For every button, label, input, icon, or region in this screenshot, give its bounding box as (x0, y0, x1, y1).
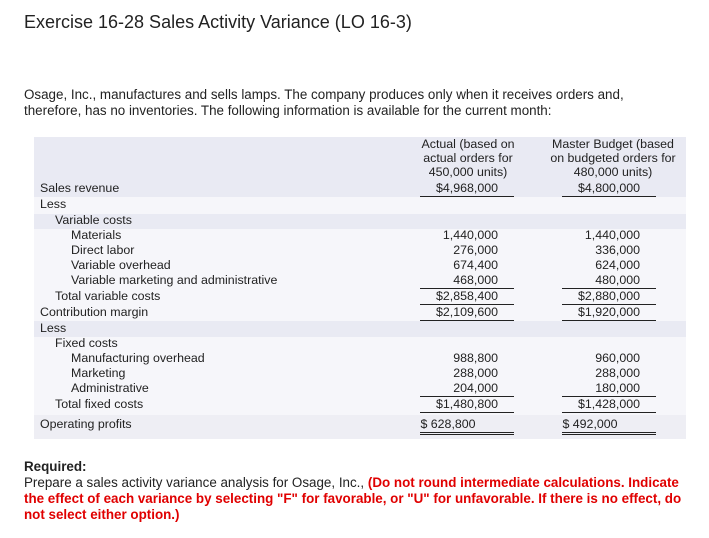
row-label: Operating profits (40, 417, 132, 431)
row-label: Manufacturing overhead (71, 351, 205, 365)
table-row (34, 197, 686, 212)
row-label: Contribution margin (40, 305, 149, 319)
double-underline (562, 434, 656, 435)
actual-header-line: actual orders for (423, 151, 513, 165)
table-row (34, 305, 686, 320)
actual-header-line: Actual (based on (421, 137, 515, 151)
budget-header-line: 480,000 units) (573, 165, 653, 179)
required-instruction: (Do not round intermediate calculations. Indicate the effect of each variance by selecting "F" for favorable, or "U" for unfavorable. If there is no effect, do not select either option.) (24, 475, 682, 522)
required-section (24, 459, 694, 523)
actual-value: $ 628,800 (420, 417, 476, 431)
budget-value: 336,000 (595, 243, 640, 257)
actual-header-line: 450,000 units) (428, 165, 508, 179)
actual-value: 674,400 (453, 258, 498, 272)
table-row (34, 181, 686, 196)
required-prompt: Prepare a sales activity variance analysis for Osage, Inc., (24, 475, 365, 490)
row-label: Total fixed costs (55, 397, 144, 411)
row-label: Variable costs (55, 213, 132, 227)
budget-value: 288,000 (595, 366, 640, 380)
table-row (34, 351, 686, 366)
underline (420, 412, 514, 413)
row-label: Sales revenue (40, 181, 120, 195)
table-row (34, 417, 686, 432)
table-row (34, 258, 686, 273)
budget-value: 480,000 (595, 273, 640, 287)
row-label: Less (40, 197, 67, 211)
table-row (34, 289, 686, 304)
row-label: Less (40, 321, 67, 335)
budget-value: 960,000 (595, 351, 640, 365)
required-heading: Required: (24, 459, 87, 474)
row-label: Marketing (71, 366, 126, 380)
table-row (34, 336, 686, 351)
budget-value: $1,428,000 (577, 397, 640, 411)
table-row (34, 366, 686, 381)
table-row (34, 381, 686, 396)
row-label: Materials (71, 228, 122, 242)
actual-value: $2,109,600 (435, 305, 498, 319)
budget-value: $2,880,000 (577, 289, 640, 303)
actual-value: 468,000 (453, 273, 498, 287)
row-label: Direct labor (71, 243, 135, 257)
budget-header-line: on budgeted orders for (550, 151, 676, 165)
table-row (34, 213, 686, 228)
actual-value: 276,000 (453, 243, 498, 257)
underline (562, 412, 656, 413)
table-row (34, 321, 686, 336)
table-row (34, 397, 686, 412)
double-underline (562, 432, 656, 433)
required-text (24, 475, 694, 523)
budget-value: $4,800,000 (577, 181, 640, 195)
table-row (34, 243, 686, 258)
actual-column-header (412, 137, 524, 179)
budget-table (34, 137, 686, 439)
actual-value: $1,480,800 (435, 397, 498, 411)
actual-value: 1,440,000 (442, 228, 498, 242)
double-underline (420, 434, 514, 435)
budget-header-line: Master Budget (based (552, 137, 674, 151)
table-row (34, 228, 686, 243)
row-label: Variable overhead (71, 258, 171, 272)
row-label: Variable marketing and administrative (71, 273, 278, 287)
actual-value: 288,000 (453, 366, 498, 380)
actual-value: $2,858,400 (435, 289, 498, 303)
row-label: Administrative (71, 381, 149, 395)
actual-value: $4,968,000 (435, 181, 498, 195)
intro-paragraph: Osage, Inc., manufactures and sells lamps. The company produces only when it receives orders and, therefore, has no inventories. The following information is available for the current month: (24, 87, 624, 118)
exercise-title: Exercise 16-28 Sales Activity Variance (LO 16-3) (24, 12, 412, 32)
actual-value: 204,000 (453, 381, 498, 395)
budget-value: $1,920,000 (577, 305, 640, 319)
row-label: Total variable costs (55, 289, 161, 303)
budget-value: $ 492,000 (562, 417, 618, 431)
budget-value: 180,000 (595, 381, 640, 395)
table-row (34, 273, 686, 288)
double-underline (420, 432, 514, 433)
row-label: Fixed costs (55, 336, 118, 350)
budget-value: 1,440,000 (584, 228, 640, 242)
actual-value: 988,800 (453, 351, 498, 365)
budget-column-header (540, 137, 686, 179)
budget-value: 624,000 (595, 258, 640, 272)
